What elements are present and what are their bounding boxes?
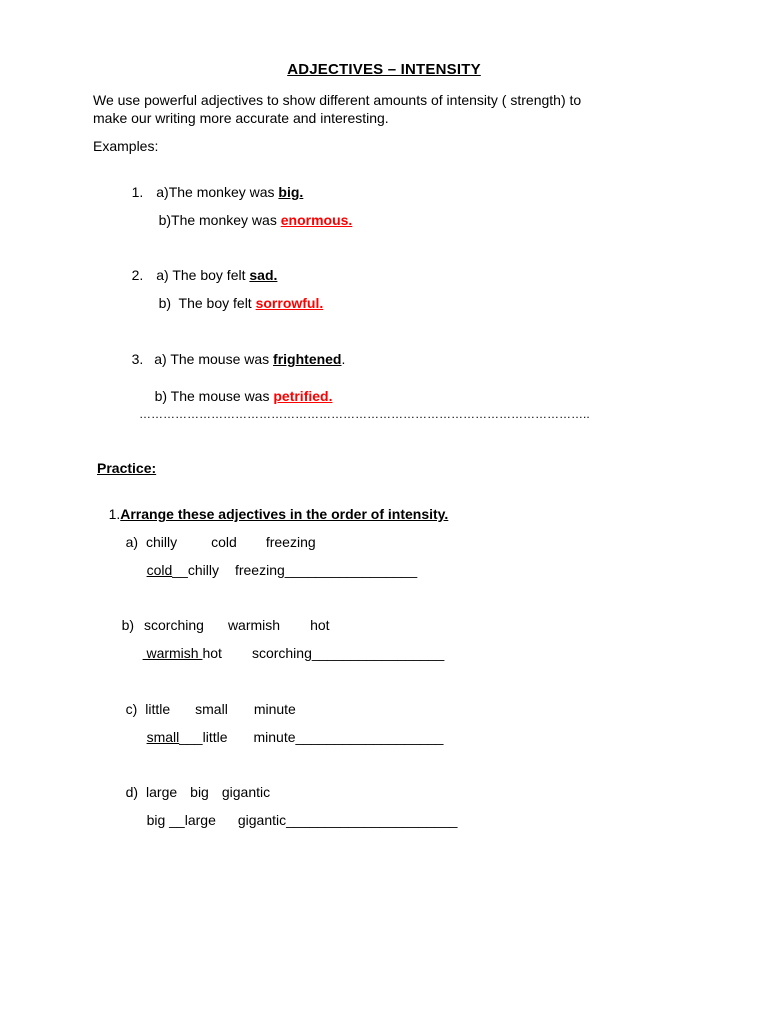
examples-label: Examples: xyxy=(93,138,159,154)
question-number: 1. xyxy=(108,506,121,522)
page-title: ADJECTIVES – INTENSITY xyxy=(287,61,481,78)
answer-blank: _________________ xyxy=(311,645,445,661)
word: minute xyxy=(253,701,296,717)
answer-word: little xyxy=(202,729,228,745)
answer-word: gigantic xyxy=(237,812,287,828)
example-sentence: b) The mouse was xyxy=(154,388,274,404)
example-period: . xyxy=(341,351,346,367)
answer-word: minute xyxy=(253,729,296,745)
answer-word: small xyxy=(146,729,180,745)
example-sentence: a)The monkey was xyxy=(156,184,279,200)
example-sentence: a) The boy felt xyxy=(156,267,250,283)
answer-blank: ___________________ xyxy=(295,729,444,745)
answer-word: cold xyxy=(146,562,173,578)
example-adjective: sad. xyxy=(249,267,278,283)
answer-word: big xyxy=(146,812,166,828)
example-adjective: frightened xyxy=(273,351,342,367)
word: gigantic xyxy=(221,784,271,800)
example-sentence: a) The mouse was xyxy=(154,351,274,367)
word: hot xyxy=(310,617,330,633)
item-letter: b) xyxy=(121,617,135,633)
question-text: Arrange these adjectives in the order of intensity. xyxy=(120,506,449,522)
answer-blank: __ xyxy=(165,812,185,828)
answer-word: hot xyxy=(202,645,222,661)
dotted-separator: ………………………………………………………………………………………………….. xyxy=(139,407,590,421)
answer-blank: _________________ xyxy=(284,562,418,578)
example-2-b xyxy=(143,276,323,330)
example-powerful-adjective: sorrowful. xyxy=(255,295,324,311)
item-letter: d) xyxy=(125,784,139,800)
practice-item-a-answer xyxy=(131,543,417,597)
item-letter: a) xyxy=(125,534,139,550)
practice-label xyxy=(93,459,156,477)
answer-word: warmish xyxy=(142,645,203,661)
item-letter: c) xyxy=(125,701,138,717)
word: freezing xyxy=(265,534,316,550)
answer-word: scorching xyxy=(251,645,312,661)
intro-line-1: We use powerful adjectives to show different amounts of intensity ( strength) to xyxy=(93,92,582,108)
word: big xyxy=(190,784,209,800)
example-number: 1. xyxy=(131,184,144,200)
example-sentence: b)The monkey was xyxy=(158,212,281,228)
answer-blank: ______________________ xyxy=(286,812,458,828)
practice-item-c-answer xyxy=(131,710,443,764)
word: small xyxy=(195,701,228,717)
example-powerful-adjective: petrified. xyxy=(273,388,333,404)
example-number: 3. xyxy=(131,351,144,367)
example-1-b xyxy=(143,193,352,247)
example-powerful-adjective: enormous. xyxy=(280,212,353,228)
word: warmish xyxy=(227,617,281,633)
word: chilly xyxy=(146,534,178,550)
intro-line-2: make our writing more accurate and interesting. xyxy=(93,110,389,126)
answer-blank: ___ xyxy=(179,729,203,745)
example-adjective: big. xyxy=(278,184,304,200)
practice-item-b-answer xyxy=(127,626,444,680)
practice-label-text: Practice: xyxy=(97,460,157,476)
word: little xyxy=(145,701,171,717)
answer-blank: __ xyxy=(172,562,188,578)
word: scorching xyxy=(144,617,204,633)
word: large xyxy=(146,784,178,800)
example-sentence: b) The boy felt xyxy=(158,295,256,311)
word: cold xyxy=(211,534,237,550)
example-number: 2. xyxy=(131,267,144,283)
answer-word: freezing xyxy=(234,562,285,578)
practice-item-d-answer xyxy=(131,793,457,847)
answer-word: chilly xyxy=(187,562,219,578)
answer-word: large xyxy=(184,812,216,828)
